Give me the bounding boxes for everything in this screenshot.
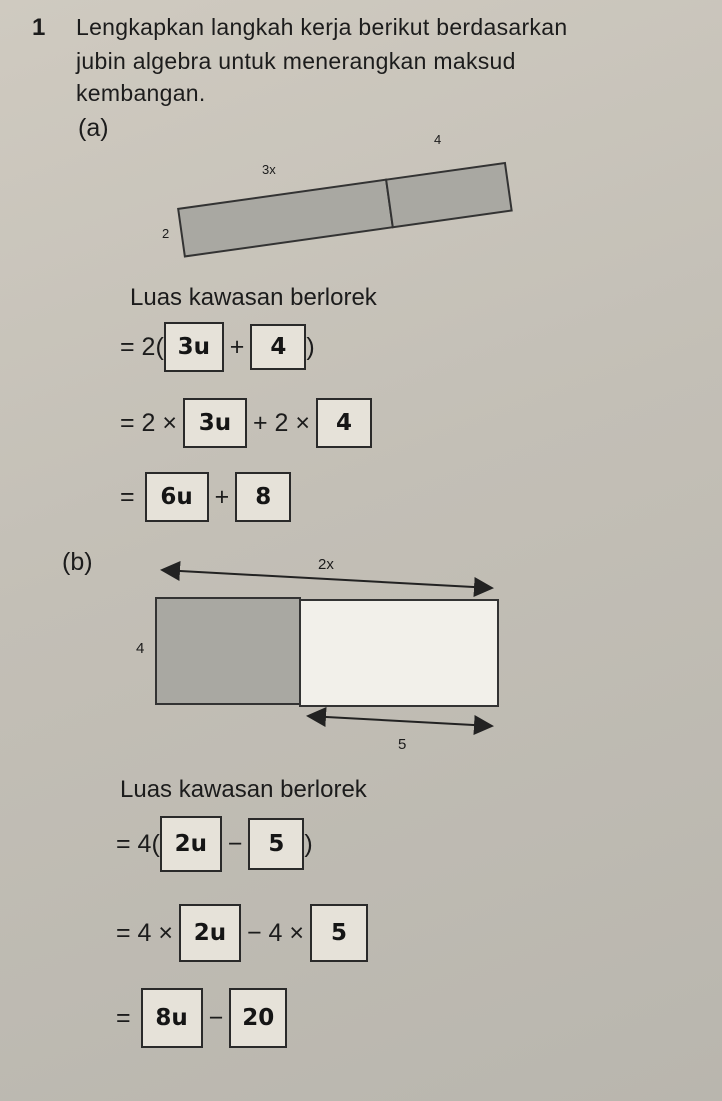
part-b-height-4: 4 — [136, 640, 145, 657]
part-b-length-2x: 2x — [318, 556, 334, 573]
part-a-tile-figure — [150, 130, 540, 270]
tile-4-shaded — [386, 163, 512, 227]
eq-prefix: = 4( — [116, 829, 160, 858]
eq-operator: − — [227, 829, 243, 858]
part-b-length-5: 5 — [398, 736, 407, 753]
answer-box: 4 — [316, 398, 372, 448]
question-number: 1 — [32, 14, 46, 41]
eq-suffix: ) — [304, 829, 313, 858]
part-b-label: (b) — [62, 548, 93, 576]
answer-box: 2u — [179, 904, 241, 962]
answer-box: 6u — [145, 472, 209, 522]
answer-box: 5 — [310, 904, 368, 962]
part-a-eq-3 — [120, 472, 291, 522]
question-line-2: jubin algebra untuk menerangkan maksud — [76, 48, 516, 74]
answer-box: 8 — [235, 472, 291, 522]
part-b-eq-2 — [116, 904, 368, 962]
answer-box: 5 — [248, 818, 304, 870]
answer-box: 20 — [229, 988, 287, 1048]
eq-suffix: ) — [306, 332, 315, 361]
eq-prefix: = — [116, 1003, 131, 1032]
part-b-tile-figure — [140, 560, 520, 760]
part-a-label: (a) — [78, 114, 109, 142]
tile-shaded — [156, 598, 300, 704]
question-line-1: Lengkapkan langkah kerja berikut berdasarkan — [76, 14, 568, 40]
part-a-luas-label: Luas kawasan berlorek — [130, 284, 377, 311]
arrow-5 — [308, 716, 492, 726]
question-line-3: kembangan. — [76, 80, 206, 106]
part-a-length-4: 4 — [434, 132, 442, 147]
eq-operator: + — [214, 482, 230, 511]
eq-prefix: = 2 × — [120, 408, 177, 437]
answer-box: 4 — [250, 324, 306, 370]
eq-mid: + 2 × — [253, 408, 310, 437]
answer-box: 8u — [141, 988, 203, 1048]
eq-prefix: = 2( — [120, 332, 164, 361]
part-a-length-3x: 3x — [262, 162, 276, 177]
part-b-eq-1 — [116, 816, 313, 872]
answer-box: 3u — [183, 398, 247, 448]
eq-mid: − 4 × — [247, 918, 304, 947]
part-a-height-2: 2 — [162, 226, 170, 241]
part-b-luas-label: Luas kawasan berlorek — [120, 776, 367, 803]
eq-prefix: = 4 × — [116, 918, 173, 947]
eq-prefix: = — [120, 482, 135, 511]
eq-operator: − — [208, 1003, 224, 1032]
part-a-eq-1 — [120, 322, 315, 372]
tile-3x-shaded — [178, 180, 393, 257]
answer-box: 3u — [164, 322, 224, 372]
tile-white — [300, 600, 498, 706]
eq-operator: + — [229, 332, 245, 361]
part-a-eq-2 — [120, 398, 372, 448]
answer-box: 2u — [160, 816, 222, 872]
part-b-eq-3 — [116, 988, 287, 1048]
